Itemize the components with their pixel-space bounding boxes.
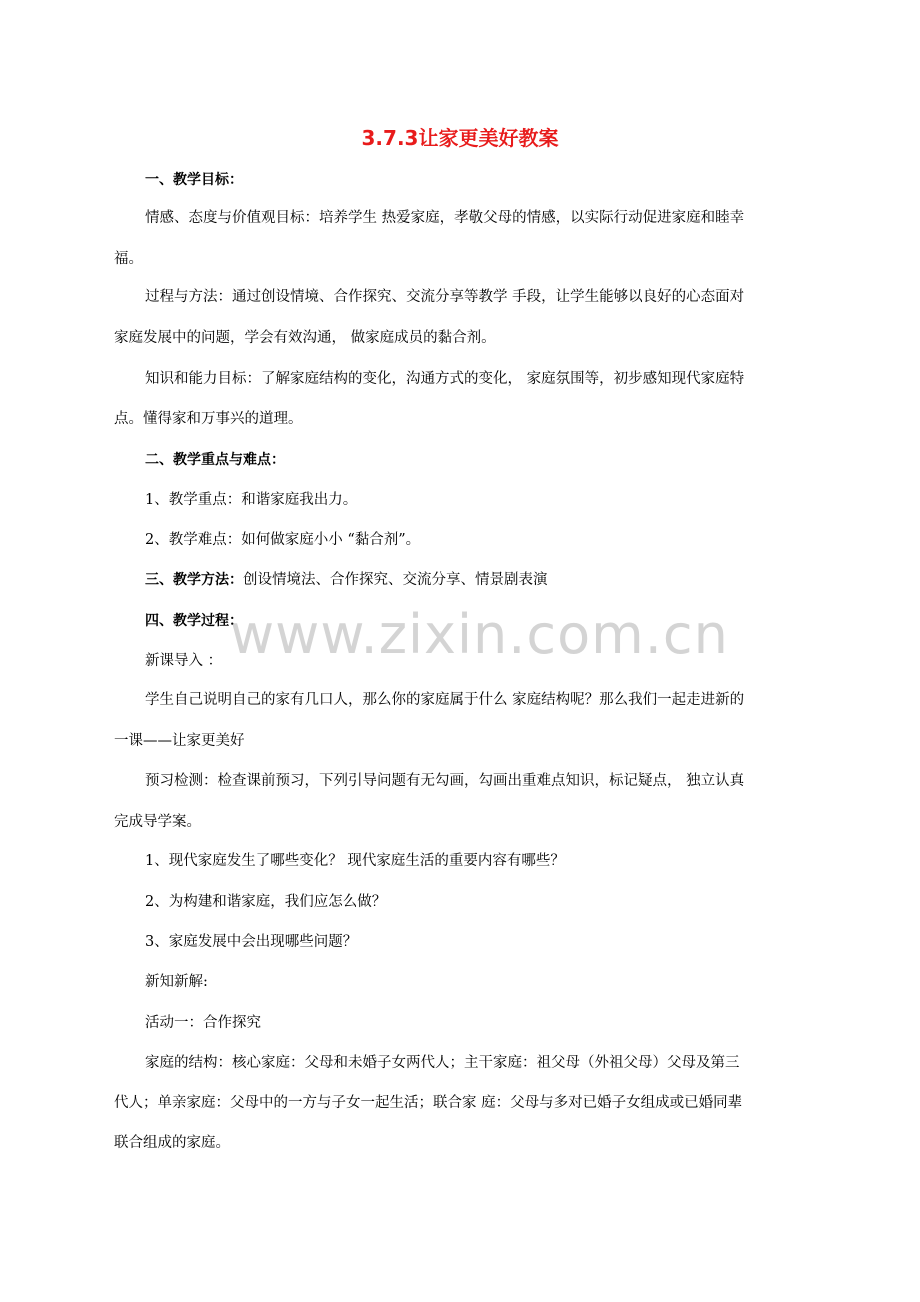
list-item: 1、教学重点：和谐家庭我出力。 xyxy=(145,492,358,508)
list-item: 2、教学难点：如何做家庭小小 “黏合剂”。 xyxy=(145,532,421,548)
paragraph-line: 学生自己说明自己的家有几口人，那么你的家庭属于什么 家庭结构呢？那么我们一起走进新的 xyxy=(145,692,745,708)
paragraph-line: 家庭发展中的问题，学会有效沟通， 做家庭成员的黏合剂。 xyxy=(114,330,496,346)
paragraph-line: 代人；单亲家庭：父母中的一方与子女一起生活；联合家 庭：父母与多对已婚子女组成或已婚同辈 xyxy=(114,1095,743,1111)
watermark: www.zixin.com.cn xyxy=(230,603,729,666)
section-heading-focus: 二、教学重点与难点： xyxy=(145,452,285,468)
section-heading-process: 四、教学过程： xyxy=(145,613,243,629)
paragraph-line: 完成导学案。 xyxy=(114,814,201,830)
paragraph-line: 一课——让家更美好 xyxy=(114,733,245,749)
paragraph-line: 点。懂得家和万事兴的道理。 xyxy=(114,411,303,427)
paragraph-line: 情感、态度与价值观目标：培养学生 热爱家庭，孝敬父母的情感，以实际行动促进家庭和睦幸 xyxy=(145,210,745,226)
paragraph-line: 预习检测：检查课前预习，下列引导问题有无勾画，勾画出重难点知识，标记疑点， 独立认真 xyxy=(145,773,745,789)
paragraph-line: 活动一：合作探究 xyxy=(145,1015,261,1031)
paragraph-line: 新课导入 ： xyxy=(145,653,223,669)
paragraph-line: 福。 xyxy=(114,251,143,267)
paragraph-line: 家庭的结构：核心家庭：父母和未婚子女两代人；主干家庭：祖父母（外祖父母）父母及第三 xyxy=(145,1055,740,1071)
list-item: 3、家庭发展中会出现哪些问题？ xyxy=(145,934,358,950)
paragraph-line: 知识和能力目标：了解家庭结构的变化，沟通方式的变化， 家庭氛围等，初步感知现代家庭特 xyxy=(145,371,745,387)
section-heading-goals: 一、教学目标： xyxy=(145,172,243,188)
paragraph-line: 联合组成的家庭。 xyxy=(114,1135,230,1151)
paragraph-line: 新知新解: xyxy=(145,974,208,990)
section-heading-methods: 三、教学方法： xyxy=(145,572,243,588)
document-title: 3.7.3让家更美好教案 xyxy=(361,126,559,150)
methods-text: 创设情境法、合作探究、交流分享、情景剧表演 xyxy=(243,572,548,588)
list-item: 2、为构建和谐家庭，我们应怎么做？ xyxy=(145,894,387,910)
section-methods xyxy=(145,570,845,590)
paragraph-line: 过程与方法：通过创设情境、合作探究、交流分享等教学 手段，让学生能够以良好的心态面对 xyxy=(145,289,745,305)
list-item: 1、现代家庭发生了哪些变化？ 现代家庭生活的重要内容有哪些？ xyxy=(145,853,565,869)
